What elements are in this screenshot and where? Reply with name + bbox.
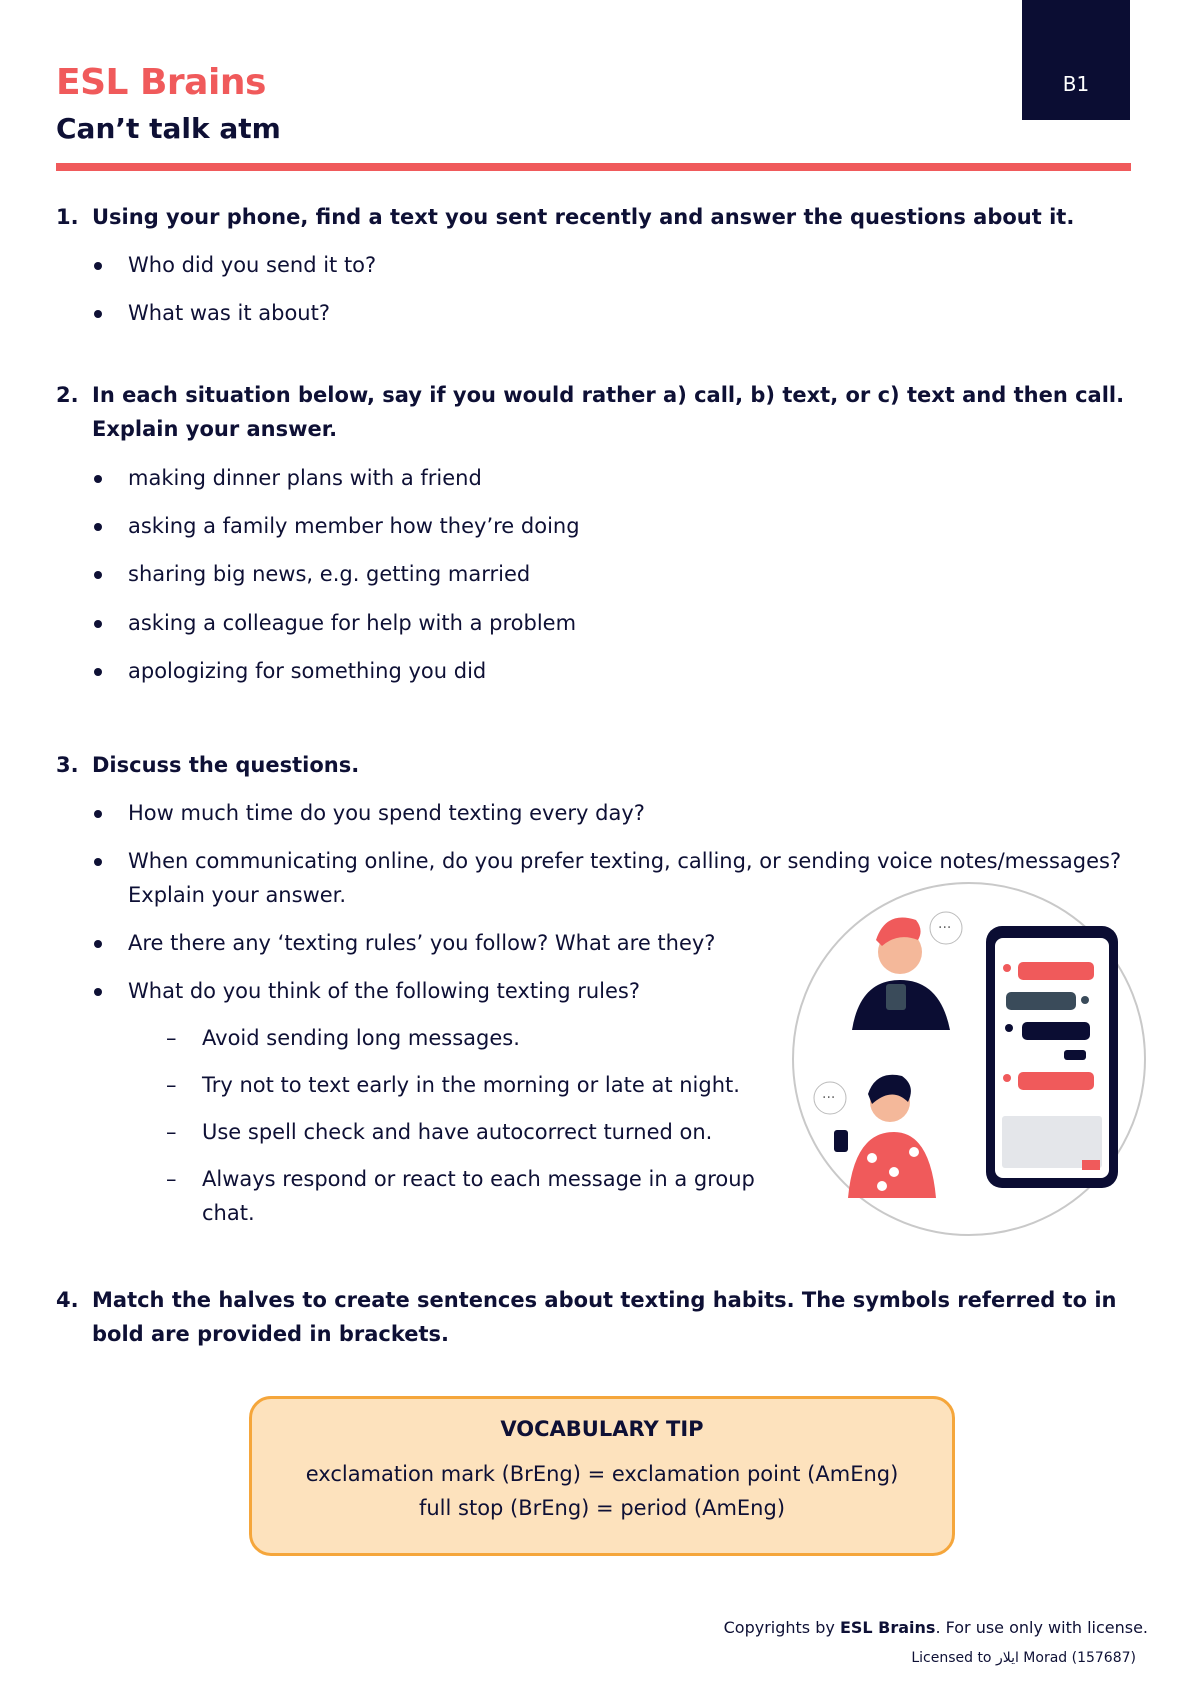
bullet-icon [94, 475, 102, 483]
question-2-title [56, 378, 1146, 446]
vocabulary-tip-line: full stop (BrEng) = period (AmEng) [418, 1496, 786, 1520]
question-1-text: Using your phone, find a text you sent recently and answer the questions about it. [92, 205, 1075, 229]
question-4-number: 4. [56, 1288, 79, 1312]
bullet-icon [94, 988, 102, 996]
question-3-title [56, 748, 1146, 782]
level-label: B1 [1062, 72, 1090, 96]
sub-list-item: – Try not to text early in the morning or late at night. [166, 1068, 740, 1102]
copyright-notice: Copyrights by ESL Brains. For use only with license. [723, 1618, 1148, 1637]
bullet-icon [94, 571, 102, 579]
question-3-number: 3. [56, 753, 79, 777]
list-item: asking a family member how they’re doing [94, 509, 580, 543]
bullet-icon [94, 668, 102, 676]
bullet-icon [94, 810, 102, 818]
bullet-icon [94, 940, 102, 948]
sub-list-item: – Use spell check and have autocorrect turned on. [166, 1115, 712, 1149]
list-item: When communicating online, do you prefer texting, calling, or sending voice notes/messages? Explain your answer. [94, 844, 1134, 912]
list-item: asking a colleague for help with a problem [94, 606, 576, 640]
list-item: What was it about? [94, 296, 330, 330]
dash-icon: – [166, 1026, 177, 1050]
bullet-icon [94, 620, 102, 628]
list-item: What do you think of the following texting rules? [94, 974, 640, 1008]
bullet-icon [94, 310, 102, 318]
bullet-icon [94, 523, 102, 531]
list-item: making dinner plans with a friend [94, 461, 482, 495]
dash-icon: – [166, 1120, 177, 1144]
bullet-icon [94, 262, 102, 270]
question-1-number: 1. [56, 205, 79, 229]
list-item: Who did you send it to? [94, 248, 376, 282]
list-item: Are there any ‘texting rules’ you follow? What are they? [94, 926, 715, 960]
level-badge [1022, 0, 1130, 120]
svg-text:···: ··· [822, 1090, 836, 1106]
vocabulary-tip-box [249, 1396, 955, 1556]
vocabulary-tip-line: exclamation mark (BrEng) = exclamation point (AmEng) [305, 1462, 899, 1486]
vocabulary-tip-title: VOCABULARY TIP [500, 1417, 704, 1441]
bullet-icon [94, 858, 102, 866]
license-notice: Licensed to ایلار Morad (157687) [911, 1650, 1136, 1666]
question-3-text: Discuss the questions. [92, 753, 360, 777]
brand-logo: ESL Brains [56, 62, 266, 103]
list-item: sharing big news, e.g. getting married [94, 557, 530, 591]
page-title: Can’t talk atm [56, 112, 281, 145]
copyright-brand: ESL Brains [839, 1618, 936, 1637]
list-item: apologizing for something you did [94, 654, 486, 688]
texting-illustration-icon [790, 880, 1148, 1238]
header-divider [56, 163, 1131, 171]
question-2-text: In each situation below, say if you would rather a) call, b) text, or c) text and then call. Explain your answer. [92, 383, 1125, 441]
dash-icon: – [166, 1167, 177, 1191]
question-2-number: 2. [56, 383, 79, 407]
question-4-title [56, 1283, 1146, 1351]
sub-list-item: – Avoid sending long messages. [166, 1021, 520, 1055]
sub-list-item: – Always respond or react to each message in a group chat. [166, 1162, 766, 1230]
question-4-text: Match the halves to create sentences about texting habits. The symbols referred to in bold are provided in brackets. [92, 1288, 1117, 1346]
list-item: How much time do you spend texting every day? [94, 796, 645, 830]
question-1-title [56, 200, 1146, 234]
svg-text:···: ··· [938, 920, 952, 936]
dash-icon: – [166, 1073, 177, 1097]
